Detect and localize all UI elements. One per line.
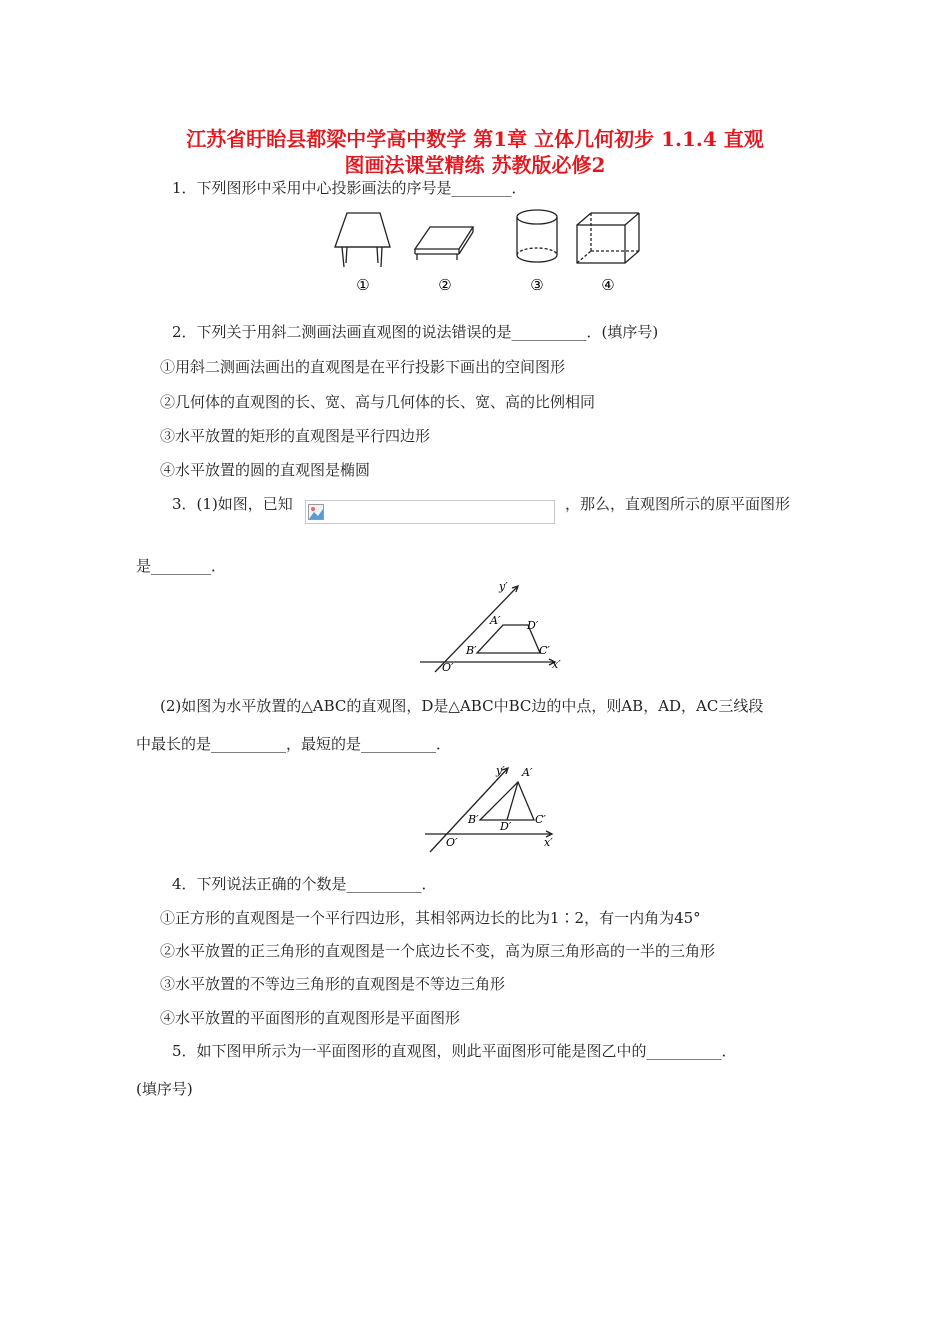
- broken-image-placeholder: [305, 500, 555, 524]
- table-figure-2: [415, 227, 473, 260]
- page-title-line1: 江苏省盱眙县都梁中学高中数学 第1章 立体几何初步 1.1.4 直观: [186, 127, 764, 151]
- q4-option-1: ①正方形的直观图是一个平行四边形，其相邻两边长的比为1∶2，有一内角为45°: [160, 909, 701, 927]
- triangle-figure: [420, 762, 565, 857]
- q4-option-2: ②水平放置的正三角形的直观图是一个底边长不变，高为原三角形高的一半的三角形: [160, 942, 716, 960]
- broken-image-icon: [308, 504, 324, 520]
- cuboid-figure: [577, 213, 639, 263]
- label-b: B′: [466, 644, 477, 657]
- question-5-end: (填序号): [136, 1080, 193, 1098]
- label-x: x′: [552, 658, 561, 671]
- label-d2: D′: [500, 820, 512, 833]
- q2-option-3: ③水平放置的矩形的直观图是平行四边形: [160, 427, 431, 445]
- label-o: O′: [442, 661, 454, 674]
- question-3-part1: 3．(1)如图，已知: [172, 495, 293, 513]
- label-a: A′: [490, 614, 501, 627]
- q4-option-4: ④水平放置的平面图形的直观图形是平面图形: [160, 1009, 461, 1027]
- q2-option-1: ①用斜二测画法画出的直观图是在平行投影下画出的空间图形: [160, 358, 566, 376]
- q2-option-4: ④水平放置的圆的直观图是椭圆: [160, 461, 371, 479]
- label-d: D′: [527, 619, 539, 632]
- label-x2: x′: [544, 836, 553, 849]
- label-y2: y′: [496, 764, 505, 777]
- figure-label-4: ④: [601, 276, 615, 294]
- figure-label-3: ③: [530, 276, 544, 294]
- q2-option-2: ②几何体的直观图的长、宽、高与几何体的长、宽、高的比例相同: [160, 393, 596, 411]
- question-3-part1-cont: ，那么，直观图所示的原平面图形: [565, 495, 791, 513]
- question-3-part1-end: 是________．: [136, 557, 227, 575]
- label-c: C′: [539, 644, 550, 657]
- question-5: 5．如下图甲所示为一平面图形的直观图，则此平面图形可能是图乙中的__________．: [172, 1042, 737, 1060]
- page-title-line2: 图画法课堂精练 苏教版必修2: [344, 153, 606, 177]
- question-4: 4．下列说法正确的个数是__________．: [172, 875, 437, 893]
- label-c2: C′: [535, 813, 546, 826]
- trapezoid-figure: [415, 580, 575, 675]
- label-a2: A′: [522, 766, 533, 779]
- label-b2: B′: [468, 813, 479, 826]
- label-o2: O′: [446, 836, 458, 849]
- table-figure-1: [335, 213, 390, 267]
- question-2: 2．下列关于用斜二测画法画直观图的说法错误的是__________．(填序号): [172, 323, 659, 341]
- question-1: 1．下列图形中采用中心投影画法的序号是________．: [172, 179, 527, 197]
- label-y: y′: [499, 580, 508, 593]
- cylinder-figure: [517, 210, 557, 262]
- figure-label-1: ①: [356, 276, 370, 294]
- question-3-part2: (2)如图为水平放置的△ABC的直观图，D是△ABC中BC边的中点，则AB，AD，AC三线段: [160, 697, 764, 715]
- q1-figures: [325, 205, 665, 300]
- question-3-part2-end: 中最长的是__________，最短的是__________．: [136, 735, 452, 753]
- q4-option-3: ③水平放置的不等边三角形的直观图是不等边三角形: [160, 975, 506, 993]
- figure-label-2: ②: [438, 276, 452, 294]
